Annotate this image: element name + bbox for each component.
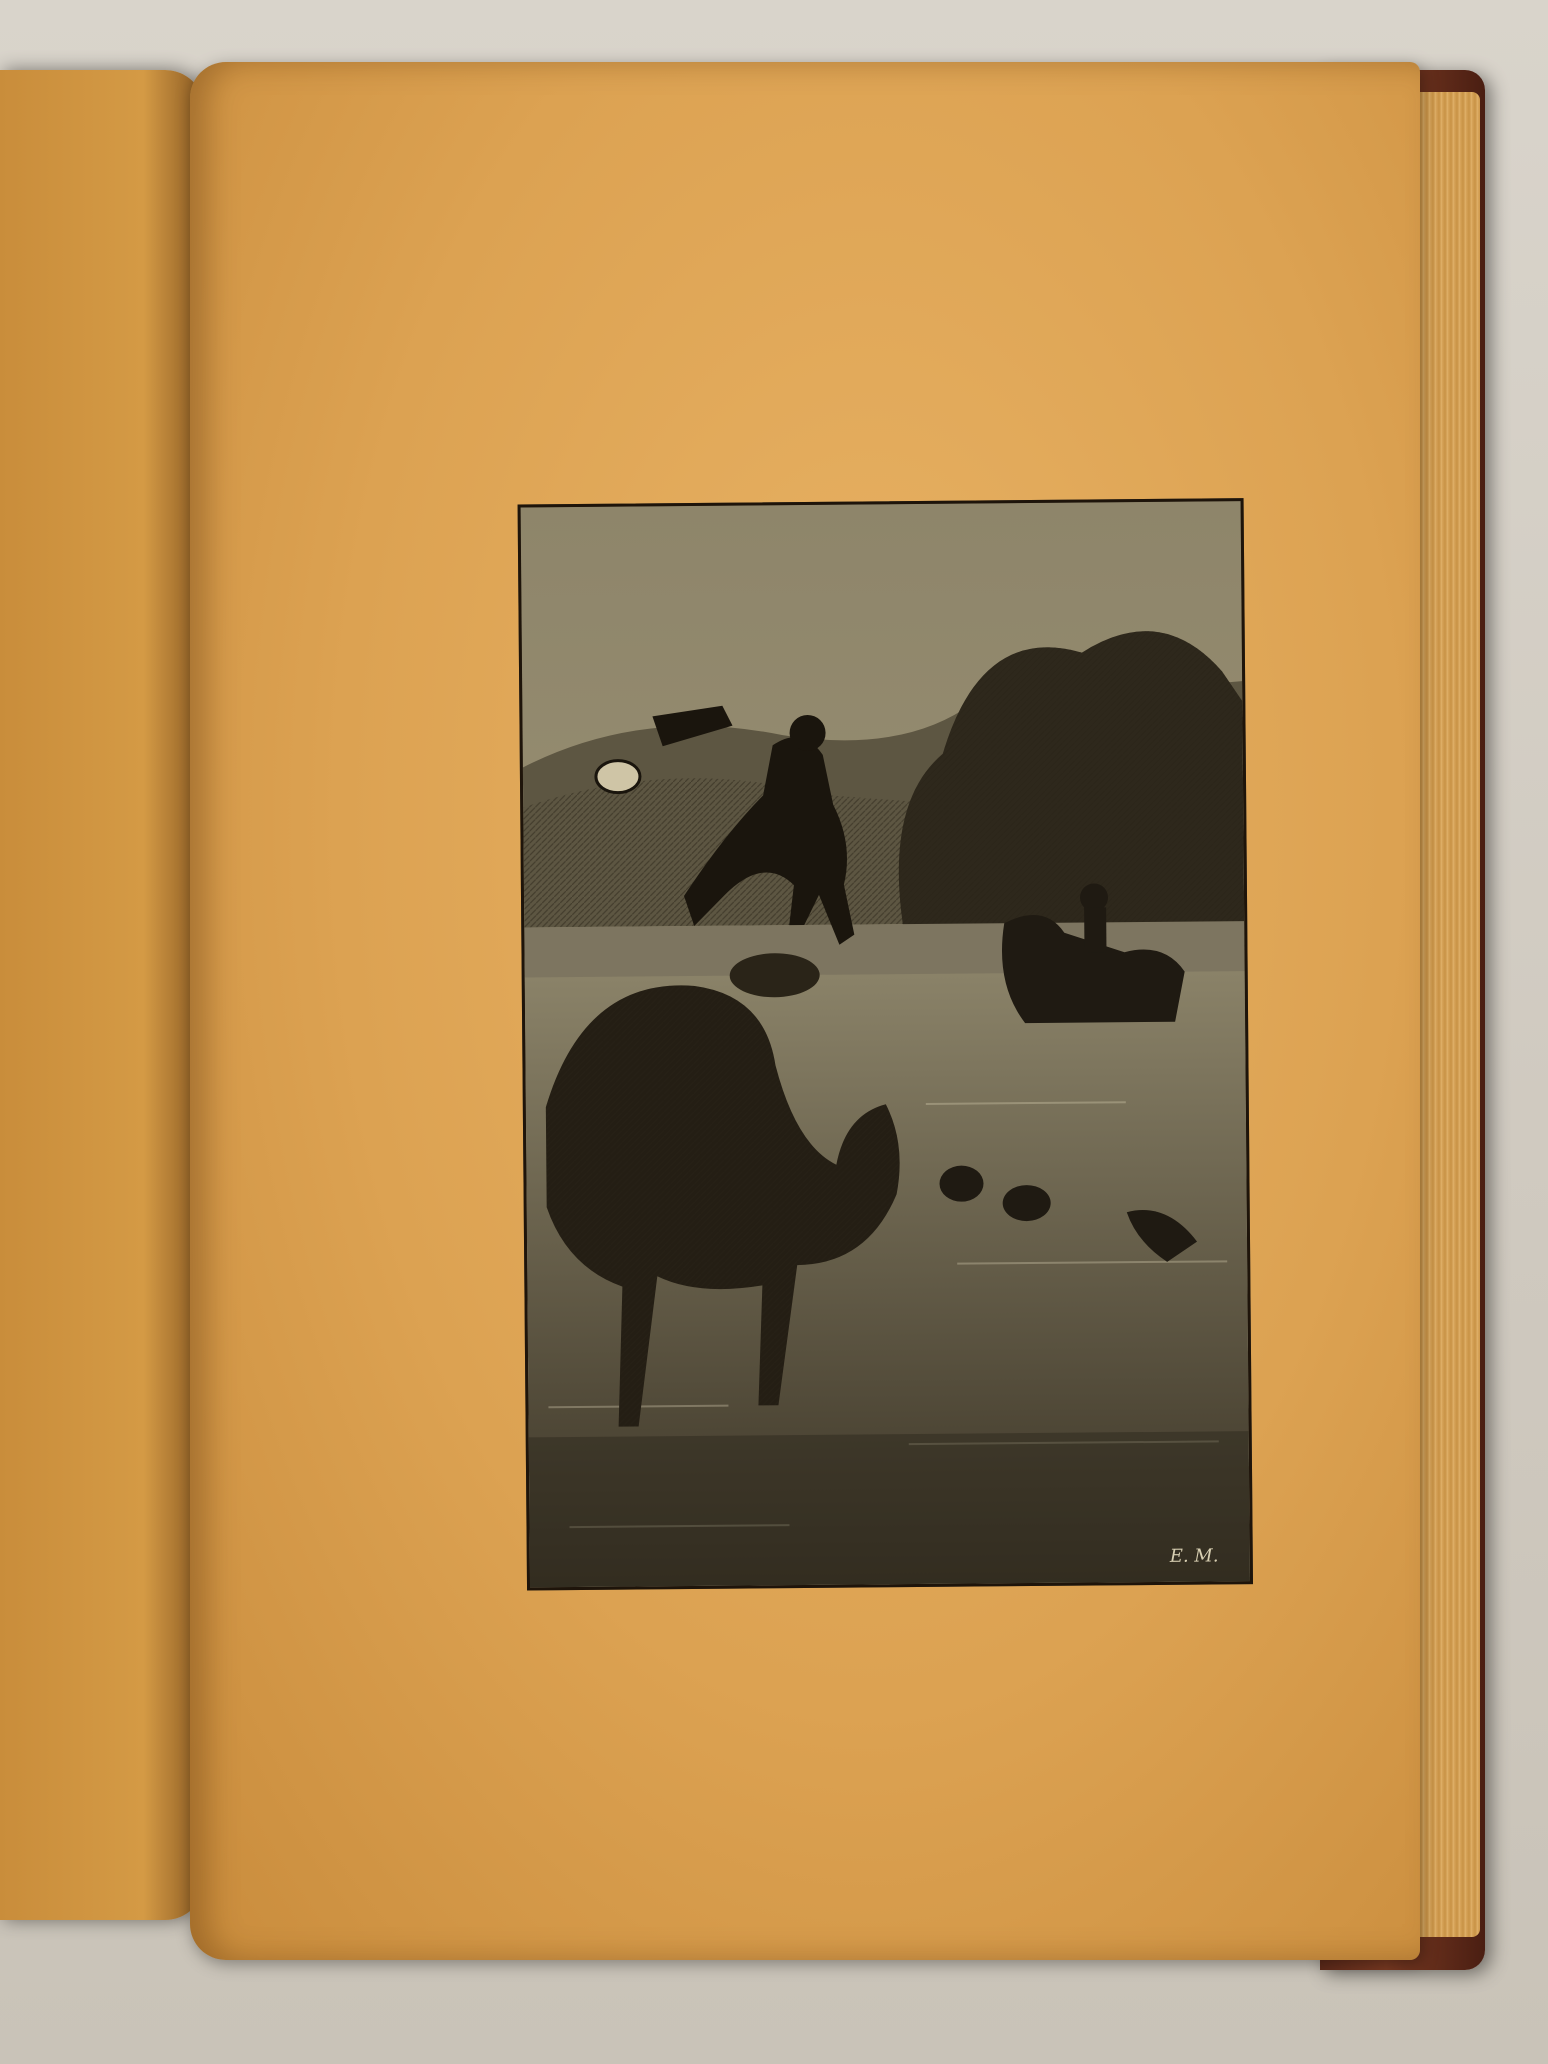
left-page — [0, 70, 205, 1920]
svg-text:E. M.: E. M. — [1169, 1545, 1219, 1567]
top-paragraph — [245, 202, 1403, 212]
page-number — [643, 153, 883, 155]
bottom-paragraph — [245, 1607, 1435, 1617]
side-column-text — [226, 505, 516, 508]
illustration — [518, 498, 1253, 1590]
book-page — [190, 62, 1420, 1960]
engraving-camel-river — [521, 501, 1250, 1587]
